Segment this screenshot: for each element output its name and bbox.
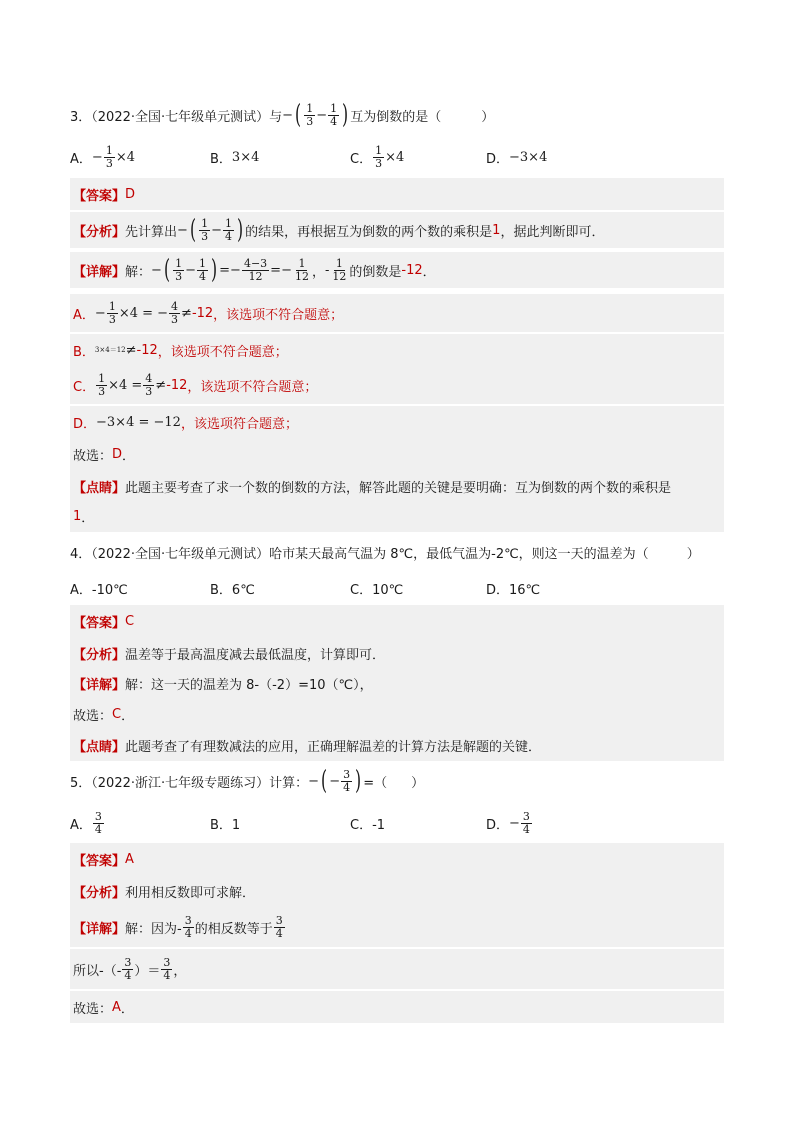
- option-b: B．1: [210, 817, 241, 833]
- option-c: C． $\frac{1}{3}$ ×4: [350, 143, 405, 170]
- question-5-stem: 5．（2022·浙江·七年级专题练习）计算： − ( − $\frac{3}{4}$ ) =（ ）: [70, 766, 425, 796]
- option-d: D． −3×4: [486, 149, 548, 167]
- q5-so: 所以-（- $\frac{3}{4}$ ）＝ $\frac{3}{4}$ ，: [70, 949, 724, 989]
- question-3-stem: 3．（2022·全国·七年级单元测试）与 − ( $\frac{1}{3}$ − $\frac{1}{4}$ ) 互为倒数的是（ ）: [70, 100, 495, 130]
- q3-comment-line1: 【点睛】 此题主要考查了求一个数的倒数的方法，解答此题的关键是要明确：互为倒数的两个数的乘积是: [70, 470, 724, 502]
- q4-choose: 故选： C ．: [70, 698, 724, 730]
- q4-comment: 【点睛】 此题考查了有理数减法的应用，正确理解温差的计算方法是解题的关键．: [70, 729, 724, 761]
- option-a: A． $\frac{3}{4}$: [70, 809, 102, 836]
- q3-line-d: D． −3×4 = −12 ，该选项符合题意；: [70, 406, 724, 438]
- q3-line-c: C． $\frac{1}{3}$ ×4 = $\frac{4}{3}$ ≠ -12 ，该选项不符合题意；: [70, 366, 724, 404]
- q3-line-a: A． − $\frac{1}{3}$ ×4 = − $\frac{4}{3}$ ≠ -12 ，该选项不符合题意；: [70, 294, 724, 332]
- option-b: B．6℃: [210, 582, 255, 598]
- option-d: D． − $\frac{3}{4}$: [486, 809, 530, 836]
- question-4-stem: 4．（2022·全国·七年级单元测试）哈市某天最高气温为 8℃，最低气温为-2℃，则这一天的温差为（ ）: [70, 546, 700, 562]
- question-3-options: [70, 141, 724, 173]
- q3-answer: 【答案】 D: [70, 178, 724, 210]
- option-d: D．16℃: [486, 582, 541, 598]
- q5-detail: 【详解】 解：因为- $\frac{3}{4}$ 的相反数等于 $\frac{3}{4}$: [70, 907, 724, 947]
- q4-detail: 【详解】 解：这一天的温差为 8-（-2）=10（℃），: [70, 667, 724, 699]
- option-b: B． 3×4: [210, 149, 260, 167]
- q5-analysis: 【分析】 利用相反数即可求解．: [70, 875, 724, 907]
- option-c: C．10℃: [350, 582, 404, 598]
- q5-answer: 【答案】 A: [70, 843, 724, 875]
- q3-comment-line2: 1 ．: [70, 500, 724, 532]
- option-c: C．-1: [350, 817, 386, 833]
- q4-analysis: 【分析】 温差等于最高温度减去最低温度，计算即可．: [70, 637, 724, 669]
- question-4-options: [70, 572, 724, 604]
- q5-choose: 故选： A ．: [70, 991, 724, 1023]
- q3-line-b: B． 3×4＝12 ≠ -12 ，该选项不符合题意；: [70, 334, 724, 366]
- q3-choose: 故选： D ．: [70, 438, 724, 470]
- option-a: A． − $\frac{1}{3}$ ×4: [70, 143, 135, 170]
- q3-analysis: 【分析】 先计算出 − ( $\frac{1}{3}$ − $\frac{1}{4}$ ) 的结果，再根据互为倒数的两个数的乘积是 1 ，据此判断即可．: [70, 212, 724, 248]
- question-5-options: [70, 804, 724, 842]
- q3-detail: 【详解】 解： − ( $\frac{1}{3}$ − $\frac{1}{4}$ ) =− $\frac{4-3}{12}$ =− $\frac{1}{12}$ ， - $\frac{1}{12}$ 的倒数是 -12 ．: [70, 252, 724, 288]
- option-a: A．-10℃: [70, 582, 128, 598]
- q4-answer: 【答案】 C: [70, 605, 724, 637]
